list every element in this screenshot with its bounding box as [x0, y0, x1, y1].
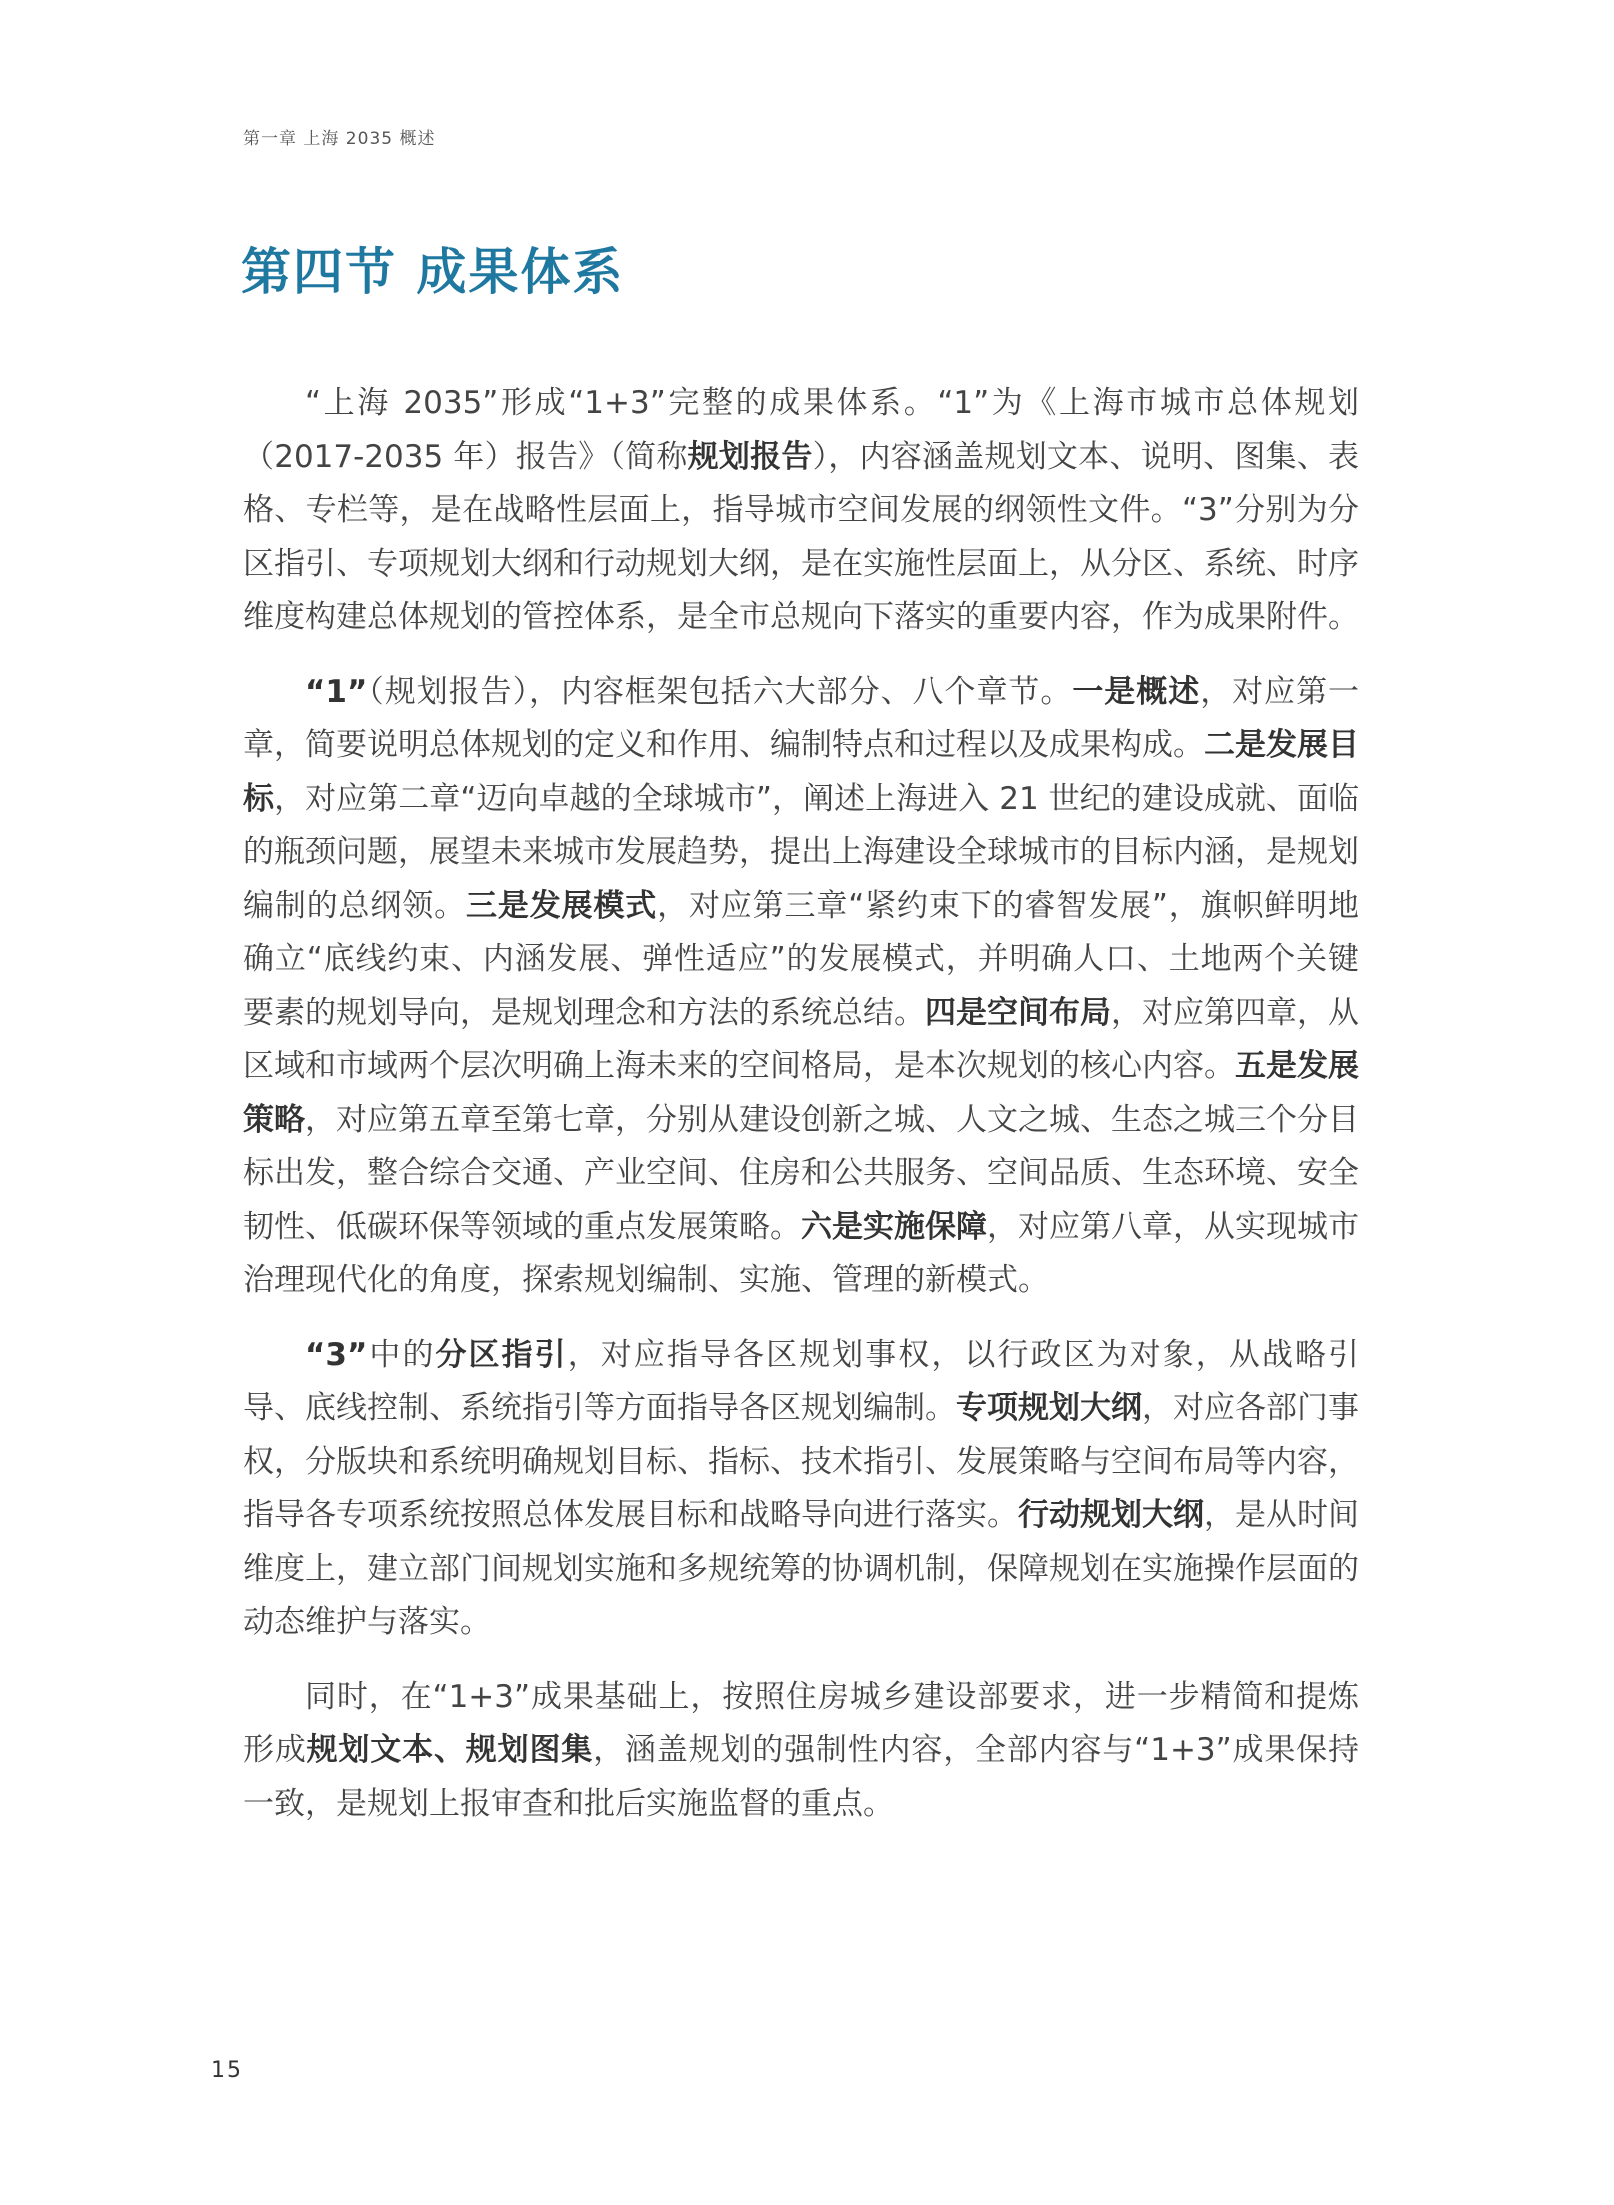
bold-term: 四是空间布局 [925, 994, 1111, 1031]
bold-term: 二是发展目标 [243, 727, 1359, 817]
section-title: 第四节 成果体系 [241, 243, 625, 301]
bold-term: “3” [305, 1336, 368, 1373]
text-run: ，对应指导各区规划事权，以行政区为对象，从战略引导、底线控制、系统指引等方面指导各区规划编制。 [243, 1336, 1360, 1426]
paragraph-4 [243, 1671, 1359, 1832]
text-run: ），内容涵盖规划文本、说明、图集、表格、专栏等，是在战略性层面上，指导城市空间发展的纲领性文件。“3”分别为分区指引、专项规划大纲和行动规划大纲，是在实施性层面上，从分区、系统、时序维度构建总体规划的管控体系，是全市总规向下落实的重要内容，作为成果附件。 [243, 438, 1360, 635]
bold-term: 五是发展策略 [243, 1048, 1359, 1138]
text-run: ，对应第二章“迈向卓越的全球城市”，阐述上海进入 21 世纪的建设成就、面临的瓶颈问题，展望未来城市发展趋势，提出上海建设全球城市的目标内涵，是规划编制的总纲领。 [243, 780, 1360, 924]
bold-term: 专项规划大纲 [956, 1390, 1142, 1426]
text-run: ，对应各部门事权，分版块和系统明确规划目标、指标、技术指引、发展策略与空间布局等内容，指导各专项系统按照总体发展目标和战略导向进行落实。 [243, 1390, 1359, 1533]
text-run: 中的 [367, 1336, 436, 1373]
text-run: “上海 2035”形成“1+3”完整的成果体系。“1”为《上海市城市总体规划（2017-2035 年）报告》（简称 [243, 385, 1359, 475]
bold-term: 六是实施保障 [801, 1208, 987, 1245]
text-run: ，是从时间维度上，建立部门间规划实施和多规统筹的协调机制，保障规划在实施操作层面的动态维护与落实。 [243, 1497, 1359, 1640]
text-run: （规划报告），内容框架包括六大部分、八个章节。 [367, 673, 1073, 710]
bold-term: 分区指引 [435, 1336, 568, 1373]
bold-term: 行动规划大纲 [1018, 1497, 1204, 1533]
text-run: ，对应第四章，从区域和市域两个层次明确上海未来的空间格局，是本次规划的核心内容。 [243, 994, 1359, 1084]
bold-term: 规划文本、规划图集 [306, 1732, 594, 1768]
text-run: ，涵盖规划的强制性内容，全部内容与“1+3”成果保持一致，是规划上报审查和批后实施监督的重点。 [243, 1732, 1360, 1822]
text-run: ，对应第八章，从实现城市治理现代化的角度，探索规划编制、实施、管理的新模式。 [243, 1208, 1359, 1298]
text-run: ，对应第三章“紧约束下的睿智发展”，旗帜鲜明地确立“底线约束、内涵发展、弹性适应”的发展模式，并明确人口、土地两个关键要素的规划导向，是规划理念和方法的系统总结。 [243, 887, 1360, 1031]
page-number: 15 [211, 2058, 243, 2083]
bold-term: 三是发展模式 [465, 887, 658, 924]
bold-term: 一是概述 [1072, 673, 1201, 710]
paragraph-3 [243, 1329, 1359, 1650]
text-run: ，对应第一章，简要说明总体规划的定义和作用、编制特点和过程以及成果构成。 [243, 673, 1360, 763]
running-header: 第一章 上海 2035 概述 [243, 129, 436, 149]
paragraph-1 [243, 377, 1359, 645]
bold-term: “1” [305, 673, 368, 710]
bold-term: 规划报告 [687, 438, 813, 475]
paragraph-2 [243, 666, 1359, 1308]
text-run: 同时，在“1+3”成果基础上，按照住房城乡建设部要求，进一步精简和提炼形成 [243, 1678, 1359, 1768]
text-run: ，对应第五章至第七章，分别从建设创新之城、人文之城、生态之城三个分目标出发，整合综合交通、产业空间、住房和公共服务、空间品质、生态环境、安全韧性、低碳环保等领域的重点发展策略。 [243, 1101, 1359, 1245]
body-text [243, 377, 1359, 1852]
